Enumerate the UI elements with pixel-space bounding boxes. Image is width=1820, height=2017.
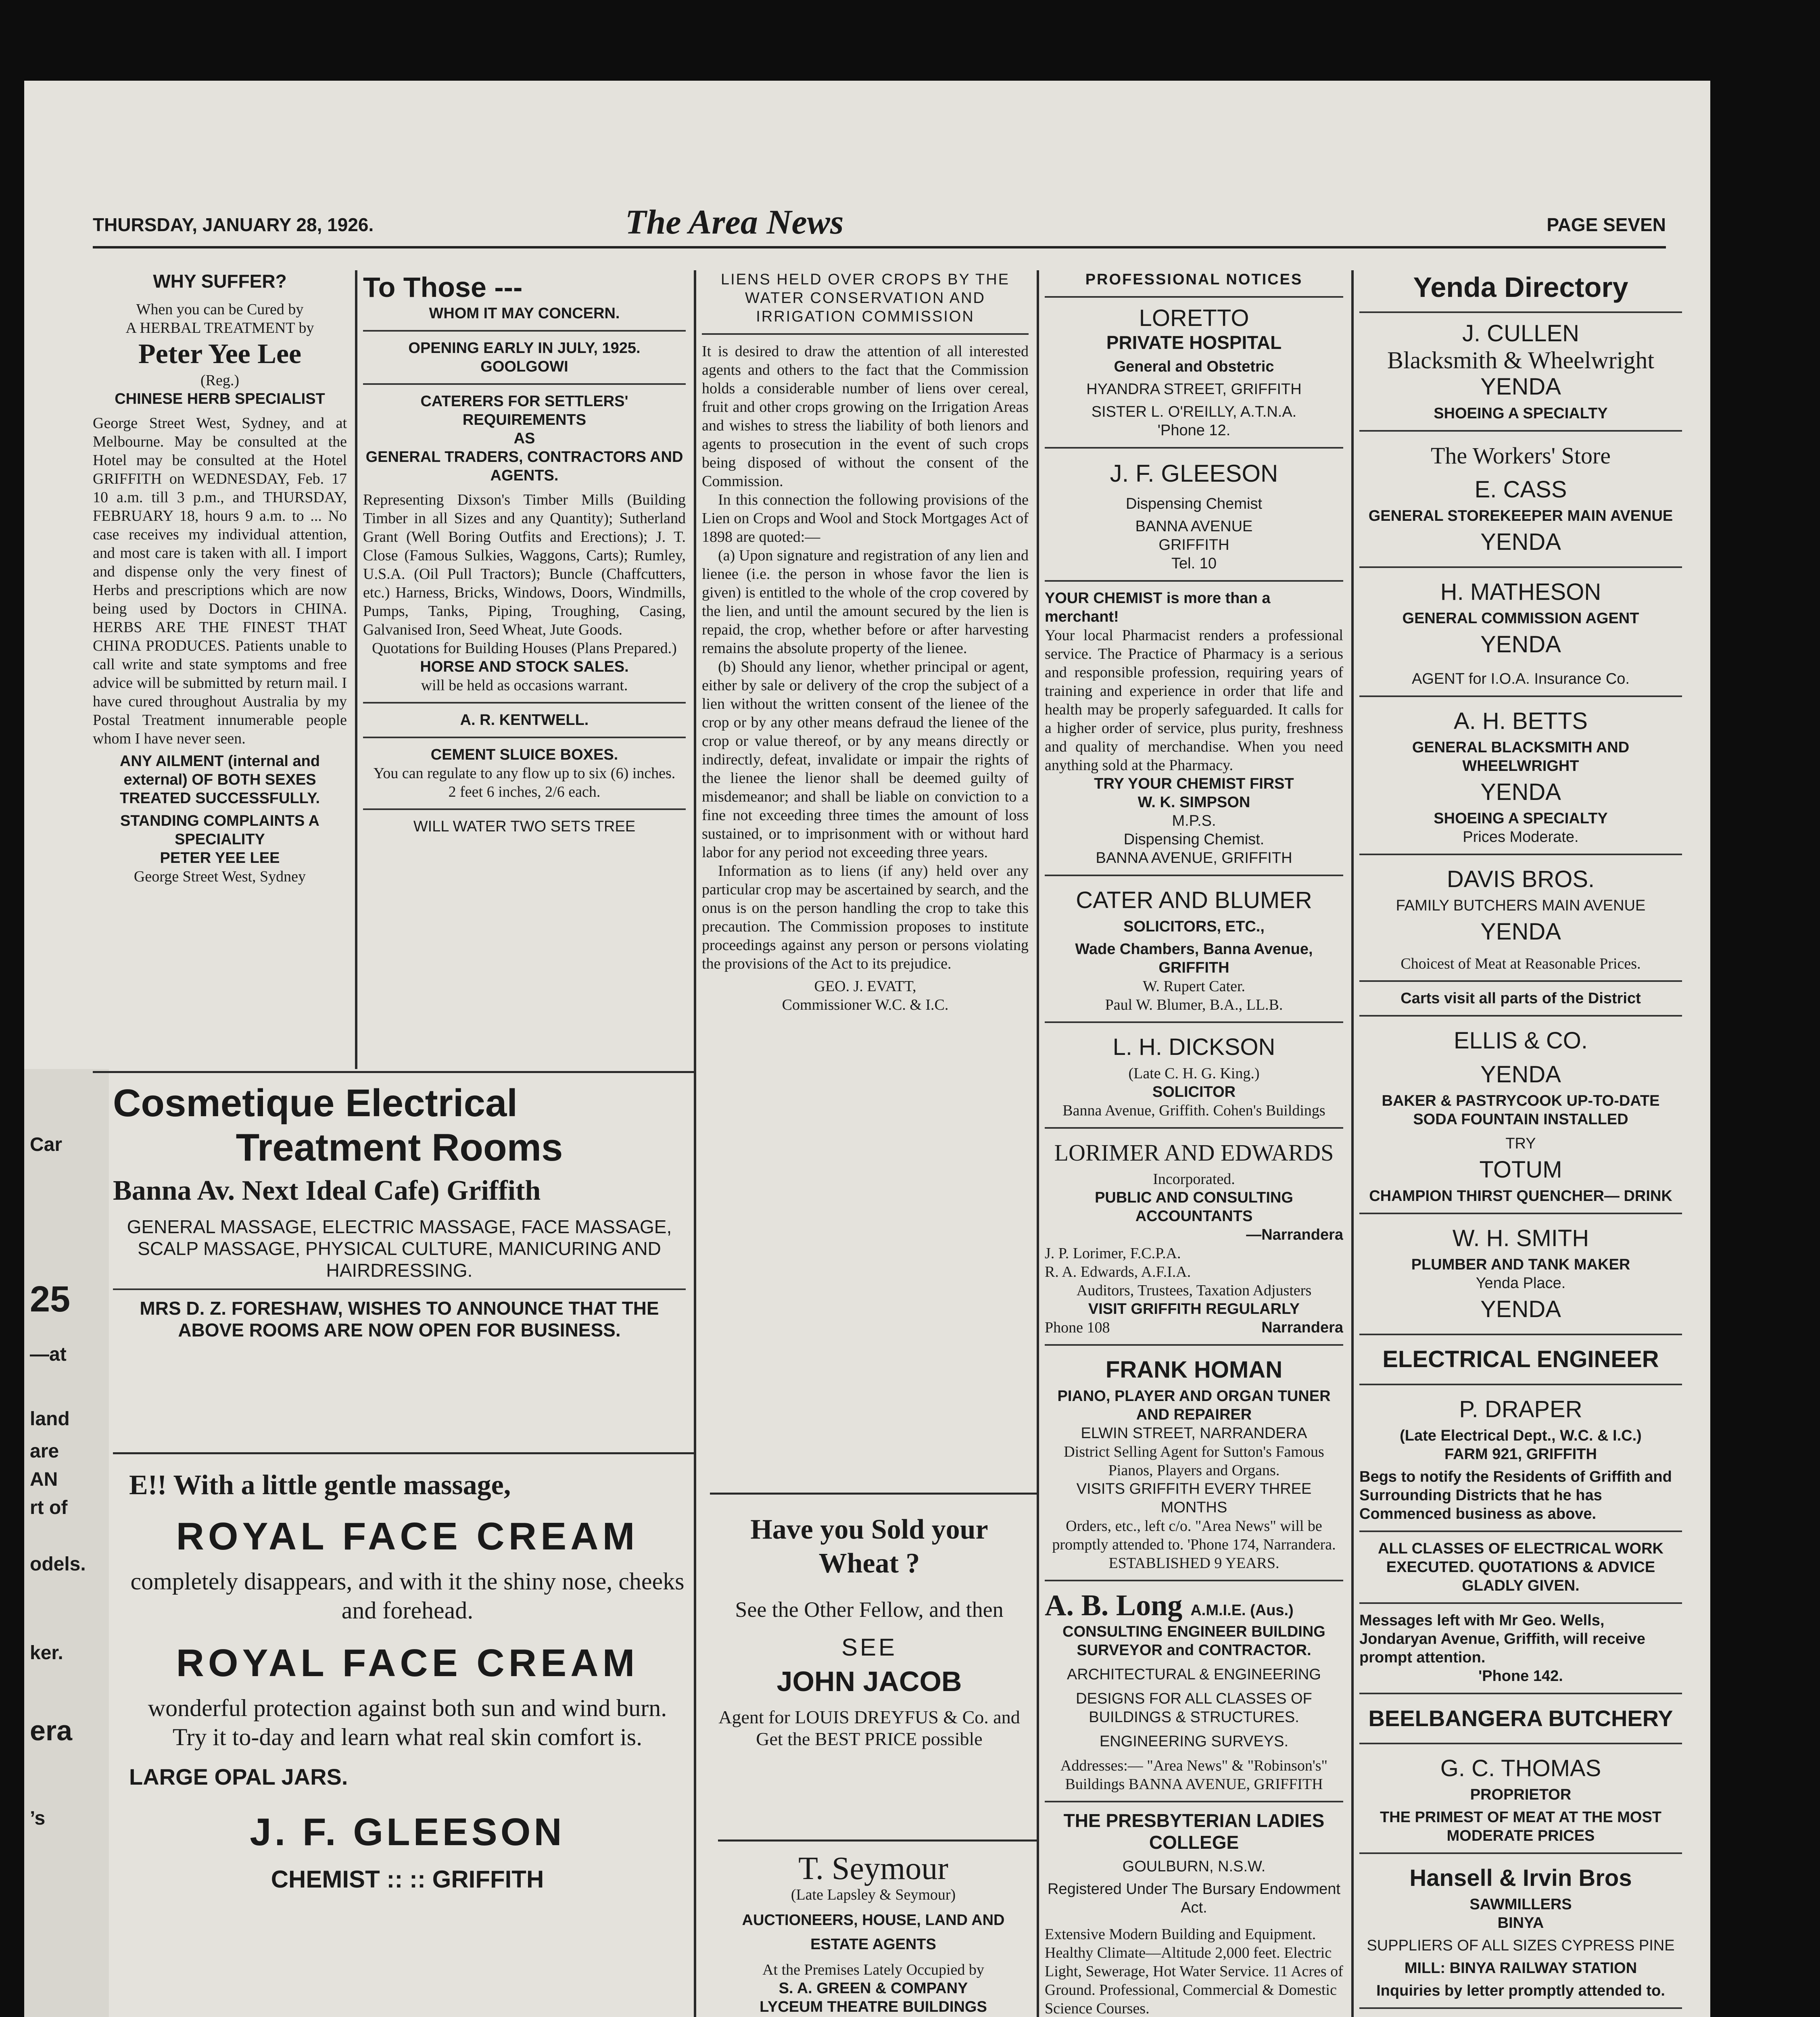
listing-late: (Late Electrical Dept., W.C. & I.C.) <box>1400 1427 1642 1444</box>
listing-town: YENDA <box>1480 1296 1561 1322</box>
notice-role: PRIVATE HOSPITAL <box>1106 332 1282 353</box>
listing-mill: MILL: BINYA RAILWAY STATION <box>1404 1960 1637 1977</box>
article-signature: GEO. J. EVATT, <box>814 978 916 995</box>
divider <box>363 330 686 332</box>
notice-town: GOULBURN, N.S.W. <box>1122 1858 1266 1875</box>
ad-quotations: Quotations for Building Houses (Plans Prepared.) <box>372 640 677 657</box>
divider <box>1045 580 1343 582</box>
article-paragraph: Information as to liens (if any) held over any particular crop may be ascertained by search, and the onus is on the person handling the crop to take this precaution. The Commission proposes to institute proceedings against any person or persons violating the provisions of the Act to its prejudice. <box>702 862 1029 972</box>
notice-address: ELWIN STREET, NARRANDERA <box>1081 1425 1307 1442</box>
ad-opening: OPENING EARLY IN JULY, 1925. GOOLGOWI <box>408 340 641 375</box>
notice-role: PIANO, PLAYER AND ORGAN TUNER AND REPAIRER <box>1057 1388 1331 1423</box>
notice-address: BANNA AVENUE <box>1135 518 1253 535</box>
ad-name: JOHN JACOB <box>776 1666 962 1697</box>
listing-role: GENERAL STOREKEEPER MAIN AVENUE <box>1368 507 1673 524</box>
divider <box>1045 296 1343 298</box>
ad-heading: WHY SUFFER? <box>153 271 287 292</box>
listing-name: J. CULLEN <box>1462 320 1580 347</box>
ad-heading: Have you Sold your Wheat ? <box>750 1514 988 1579</box>
column-rule <box>694 270 696 2017</box>
divider <box>1359 1015 1682 1017</box>
fragment: ker. <box>30 1642 63 1664</box>
listing-heading: BEELBANGERA BUTCHERY <box>1368 1706 1673 1731</box>
listing-town: YENDA <box>1480 919 1561 945</box>
divider <box>1045 1344 1343 1346</box>
ad-product-name: ROYAL FACE CREAM <box>176 1641 639 1685</box>
fragment: odels. <box>30 1553 86 1575</box>
ad-signature: A. R. KENTWELL. <box>460 712 589 729</box>
article-paragraph: (a) Upon signature and registration of any lien and lienee (i.e. the person in whose favor the lien is given) is entitled to the whole of the crop covered by the lien, and until the amount secured by the lien is repaid, the crop, whether before or after harvesting remains the absolute property of the lienee. <box>702 547 1029 657</box>
previous-page-strip <box>24 1069 109 2017</box>
listing-classes: ALL CLASSES OF ELECTRICAL WORK EXECUTED. QUOTATIONS & ADVICE GLADLY GIVEN. <box>1378 1540 1663 1594</box>
fragment: Car <box>30 1134 63 1155</box>
listing-heading: The Workers' Store <box>1430 443 1611 469</box>
listing-message: Messages left with Mr Geo. Wells, Jondaryan Avenue, Griffith, will receive prompt attention. <box>1359 1612 1645 1666</box>
section-rule <box>710 1493 1037 1495</box>
notice-visit: VISIT GRIFFITH REGULARLY <box>1088 1301 1300 1318</box>
notice-phone: Tel. 10 <box>1171 555 1217 572</box>
notice-role: Dispensing Chemist. <box>1123 831 1265 848</box>
article-paragraph: In this connection the following provisions of the Lien on Crops and Wool and Stock Mortgages Act of 1898 are quoted:— <box>702 491 1029 545</box>
listing-role: SAWMILLERS <box>1469 1896 1572 1913</box>
listing-town: YENDA <box>1480 374 1561 400</box>
ad-product-name: ROYAL FACE CREAM <box>176 1515 639 1558</box>
notice-partner: R. A. Edwards, A.F.I.A. <box>1045 1263 1191 1280</box>
notice-incorporated: Incorporated. <box>1153 1171 1235 1188</box>
divider <box>1359 980 1682 982</box>
notice-sister: SISTER L. O'REILLY, A.T.N.A. <box>1091 403 1297 420</box>
directory-title: Yenda Directory <box>1413 271 1628 303</box>
listing-inquiries: Inquiries by letter promptly attended to. <box>1376 1982 1665 1999</box>
notice-text: District Selling Agent for Sutton's Famous Pianos, Players and Organs. <box>1064 1443 1324 1479</box>
divider <box>1359 2007 1682 2009</box>
notice-role: Dispensing Chemist <box>1126 495 1262 512</box>
ad-heading-2: Treatment Rooms <box>236 1126 563 1169</box>
ad-agent: Agent for LOUIS DREYFUS & Co. and Get the BEST PRICE possible <box>718 1707 1020 1749</box>
notice-designs: DESIGNS FOR ALL CLASSES OF BUILDINGS & STRUCTURES. <box>1076 1690 1312 1726</box>
ad-role: CHINESE HERB SPECIALIST <box>115 390 325 407</box>
divider <box>1045 1801 1343 1802</box>
divider <box>1359 566 1682 568</box>
notice-phone-town: Narrandera <box>1261 1319 1343 1336</box>
section-rule <box>93 1071 694 1073</box>
fragment: era <box>30 1715 73 1746</box>
ad-sluice: CEMENT SLUICE BOXES. <box>430 746 618 763</box>
notice-name: J. F. GLEESON <box>1110 460 1278 487</box>
divider <box>1359 1743 1682 1744</box>
professional-notices-column <box>1045 270 1343 2017</box>
ad-line: When you can be Cured by <box>136 301 304 318</box>
notice-partner: Paul W. Blumer, B.A., LL.B. <box>1105 996 1283 1013</box>
column-rule <box>1037 270 1039 2017</box>
notice-phone: 'Phone 12. <box>1157 422 1231 439</box>
notice-heading: YOUR CHEMIST is more than a merchant! <box>1045 590 1271 625</box>
listing-name: G. C. THOMAS <box>1440 1755 1601 1781</box>
divider <box>1359 1213 1682 1214</box>
listing-name: H. MATHESON <box>1440 579 1601 605</box>
notice-phone: Phone 108 <box>1045 1319 1110 1336</box>
listing-specialty: SHOEING A SPECIALTY <box>1434 405 1608 422</box>
notice-role: PUBLIC AND CONSULTING ACCOUNTANTS <box>1095 1189 1293 1225</box>
ad-cut-line: WILL WATER TWO SETS TREE <box>413 818 636 835</box>
notice-address: BANNA AVENUE, GRIFFITH <box>1096 850 1292 867</box>
article-liens <box>702 270 1029 1485</box>
ad-standing: STANDING COMPLAINTS A SPECIALITY <box>120 812 319 848</box>
ad-horse-note: will be held as occasions warrant. <box>421 677 628 694</box>
listing-phone: 'Phone 142. <box>1478 1668 1563 1685</box>
ad-cosmetique <box>113 1081 686 1428</box>
article-paragraph: (b) Should any lienor, whether principal or agent, either by sale or delivery of the crop the subject of a lien without the written consent of the lienee of the crop or by any other means defraud the lienee of the crop or value thereof, or by any means directly or indirectly, defeat, invalidate or impair the rights of the lienee the lienor shall be deemed guilty of misdemeanor; and shall be liable on conviction to a fine not exceeding three times the amount of loss sustained, or to imprisonment with or without hard labor for any period not exceeding three years. <box>702 658 1029 861</box>
notice-visits: VISITS GRIFFITH EVERY THREE MONTHS <box>1076 1480 1312 1516</box>
ad-body: George Street West, Sydney, and at Melbourne. May be consulted at the Hotel may be consulted at the Hotel GRIFFITH on WEDNESDAY, Feb. 17 10 a.m. till 3 p.m., and THURSDAY, FEBRUARY 18, hours 9 a.m. to ... No case receives my individual attention, and most care is taken with all. I import and dispense only the very finest of Herbs and prescriptions which are now being used by Doctors in CHINA. HERBS ARE THE FINEST THAT CHINA PRODUCES. Patients unable to call write and state symptoms and free advice will be submitted by return mail. I have cured throughout Australia by my Postal Treatment innumerable people whom I have never seen. <box>93 415 347 747</box>
divider <box>1359 1384 1682 1385</box>
ad-horse: HORSE AND STOCK SALES. <box>420 658 629 675</box>
ad-name: T. Seymour <box>798 1852 948 1886</box>
listing-agent: AGENT for I.O.A. Insurance Co. <box>1412 670 1630 687</box>
listing-name: A. H. BETTS <box>1454 708 1588 734</box>
section-rule <box>113 1452 694 1454</box>
notice-name: W. K. SIMPSON <box>1138 794 1250 811</box>
ad-text: wonderful protection against both sun and wind burn. Try it to-day and learn what real skin comfort is. <box>148 1695 667 1750</box>
ad-reg: (Reg.) <box>200 372 240 389</box>
section-heading: PROFESSIONAL NOTICES <box>1085 271 1303 288</box>
ad-text: completely disappears, and with it the shiny nose, cheeks and forehead. <box>130 1568 685 1624</box>
notice-try: TRY YOUR CHEMIST FIRST <box>1094 775 1294 792</box>
divider <box>363 808 686 810</box>
divider <box>1045 1580 1343 1581</box>
listing-slogan: CHAMPION THIRST QUENCHER— DRINK <box>1369 1188 1672 1205</box>
notice-address: Addresses:— "Area News" & "Robinson's" Buildings BANNA AVENUE, GRIFFITH <box>1060 1757 1328 1793</box>
ad-peter-yee-lee <box>93 270 347 1065</box>
ad-text: See the Other Fellow, and then <box>735 1597 1004 1622</box>
notice-phone-row <box>1045 1318 1343 1337</box>
notice-late: (Late C. H. G. King.) <box>1128 1065 1260 1082</box>
column-rule <box>1351 270 1354 2017</box>
listing-name: ELLIS & CO. <box>1453 1027 1588 1054</box>
notice-text: Extensive Modern Building and Equipment. Healthy Climate—Altitude 2,000 feet. Electric Light, Sewerage, Hot Water Service. 11 Acres of Ground. Professional, Commercial & Domestic Science Courses. <box>1045 1926 1343 2017</box>
divider <box>1359 1693 1682 1694</box>
ad-name: Peter Yee Lee <box>138 338 302 370</box>
newspaper-page <box>24 81 1710 2017</box>
notice-address: HYANDRA STREET, GRIFFITH <box>1086 381 1302 398</box>
listing-town: BINYA <box>1497 1915 1544 1931</box>
listing-role: FAMILY BUTCHERS MAIN AVENUE <box>1396 897 1646 914</box>
divider <box>1359 311 1682 313</box>
notice-surveys: ENGINEERING SURVEYS. <box>1099 1733 1289 1750</box>
listing-text: THE PRIMEST OF MEAT AT THE MOST MODERATE PRICES <box>1380 1809 1662 1844</box>
listing-text: Choicest of Meat at Reasonable Prices. <box>1400 955 1641 972</box>
ad-at: At the Premises Lately Occupied by <box>762 1961 984 1978</box>
ad-company: S. A. GREEN & COMPANY <box>779 1980 968 1997</box>
ad-building: LYCEUM THEATRE BUILDINGS <box>760 1998 987 2015</box>
listing-role: PROPRIETOR <box>1470 1786 1572 1803</box>
listing-text: Begs to notify the Residents of Griffith and Surrounding Districts that he has Commenced business as above. <box>1359 1468 1672 1522</box>
listing-name: W. H. SMITH <box>1452 1225 1589 1251</box>
ad-caterers: CATERERS FOR SETTLERS' REQUIREMENTS <box>420 393 628 428</box>
listing-product: TOTUM <box>1479 1157 1562 1183</box>
fragment: 25 <box>30 1279 71 1320</box>
page-number: PAGE SEVEN <box>1547 214 1666 235</box>
ad-intro: E!! With a little gentle massage, <box>129 1470 511 1501</box>
ad-royal-face-cream <box>129 1468 686 2017</box>
listing-role: PLUMBER AND TANK MAKER <box>1411 1256 1630 1273</box>
fragment: AN <box>30 1469 58 1490</box>
ad-t-seymour <box>718 1852 1029 2017</box>
listing-suppliers: SUPPLIERS OF ALL SIZES CYPRESS PINE <box>1367 1937 1675 1954</box>
notice-name-row <box>1045 1589 1343 1622</box>
notice-name: FRANK HOMAN <box>1105 1357 1283 1383</box>
notice-partner: J. P. Lorimer, F.C.P.A. <box>1045 1245 1181 1262</box>
listing-try: TRY <box>1505 1135 1536 1152</box>
notice-town: —Narrandera <box>1246 1226 1343 1243</box>
listing-place: Yenda Place. <box>1476 1275 1566 1292</box>
divider <box>702 333 1029 335</box>
ad-traders: GENERAL TRADERS, CONTRACTORS AND AGENTS. <box>365 449 683 484</box>
listing-role: BAKER & PASTRYCOOK UP-TO-DATE SODA FOUNTAIN INSTALLED <box>1382 1092 1660 1128</box>
ad-signature: PETER YEE LEE <box>160 850 280 867</box>
fragment: ’s <box>30 1808 46 1829</box>
page-header <box>93 202 1666 248</box>
ad-heading-row <box>113 1081 686 1125</box>
article-signature-title: Commissioner W.C. & I.C. <box>782 996 949 1013</box>
listing-heading: ELECTRICAL ENGINEER <box>1382 1346 1659 1372</box>
ad-address: George Street West, Sydney <box>134 868 306 885</box>
notice-role: CONSULTING ENGINEER BUILDING SURVEYOR and CONTRACTOR. <box>1062 1623 1325 1659</box>
notice-roles: Auditors, Trustees, Taxation Adjusters <box>1076 1282 1312 1299</box>
ad-ailment: ANY AILMENT (internal and external) OF BOTH SEXES TREATED SUCCESSFULLY. <box>119 753 320 807</box>
notice-partner: W. Rupert Cater. <box>1143 978 1245 995</box>
listing-role: GENERAL COMMISSION AGENT <box>1402 610 1639 627</box>
ad-heading: Cosmetique Electrical <box>113 1082 518 1125</box>
divider <box>1045 447 1343 449</box>
ad-seller-line: CHEMIST :: :: GRIFFITH <box>271 1866 544 1893</box>
ad-line: A HERBAL TREATMENT by <box>125 319 314 336</box>
divider <box>1045 1021 1343 1023</box>
ad-see: SEE <box>841 1634 897 1661</box>
notice-quals: M.P.S. <box>1172 812 1216 829</box>
ad-subheading: WHOM IT MAY CONCERN. <box>429 305 620 322</box>
divider <box>1359 430 1682 432</box>
ad-kentwell <box>363 270 686 1065</box>
listing-name: P. DRAPER <box>1459 1396 1582 1422</box>
notice-town: GRIFFITH <box>1158 537 1229 553</box>
listing-prices: Prices Moderate. <box>1463 829 1579 846</box>
divider <box>1359 1530 1682 1532</box>
listing-farm: FARM 921, GRIFFITH <box>1444 1446 1597 1463</box>
notice-registered: Registered Under The Bursary Endowment Act. <box>1048 1881 1340 1916</box>
ad-address: Banna Av. Next Ideal Cafe) Griffith <box>113 1175 541 1206</box>
section-rule <box>718 1840 1037 1842</box>
ad-sluice-price: 2 feet 6 inches, 2/6 each. <box>448 783 601 800</box>
ad-sluice-text: You can regulate to any flow up to six (6) inches. <box>373 765 676 782</box>
fragment: are <box>30 1441 59 1462</box>
notice-address: Wade Chambers, Banna Avenue, GRIFFITH <box>1075 941 1313 976</box>
listing-town: YENDA <box>1480 529 1561 555</box>
ad-as: AS <box>513 430 535 447</box>
ad-heading: To Those --- <box>363 271 523 303</box>
article-paragraph: It is desired to draw the attention of all interested agents and others to the fact that the Commission holds a considerable number of liens over cereal, fruit and other crops growing on the Irrigation Areas and wishes to stress the liability of both lienors and agents to prosecution in the event of such crops being disposed of without the consent of the Commission. <box>702 343 1029 490</box>
listing-role: Blacksmith & Wheelwright <box>1387 347 1655 374</box>
notice-architectural: ARCHITECTURAL & ENGINEERING <box>1067 1666 1321 1683</box>
listing-town: YENDA <box>1480 631 1561 658</box>
listing-name: DAVIS BROS. <box>1446 866 1595 892</box>
notice-address: Banna Avenue, Griffith. Cohen's Buildings <box>1062 1102 1325 1119</box>
notice-type: General and Obstetric <box>1114 358 1274 375</box>
article-heading: LIENS HELD OVER CROPS BY THE WATER CONSERVATION AND IRRIGATION COMMISSION <box>720 271 1010 325</box>
notice-role: SOLICITORS, ETC., <box>1123 918 1265 935</box>
notice-name: A. B. Long <box>1045 1589 1183 1622</box>
fragment: —at <box>30 1344 67 1365</box>
notice-text: Your local Pharmacist renders a professional service. The Practice of Pharmacy is a serious and responsible profession, requiring years of training and experience in order that life and health may be properly safeguarded. It calls for a higher order of service, plus purity, freshness and quality of merchandise. When you need anything sold at the Pharmacy. <box>1045 627 1343 774</box>
listing-name: Hansell & Irvin Bros <box>1409 1865 1632 1891</box>
masthead: The Area News <box>625 203 844 241</box>
divider <box>1045 875 1343 876</box>
listing-carts: Carts visit all parts of the District <box>1400 990 1641 1007</box>
ad-john-jacob <box>710 1505 1029 1840</box>
notice-orders: Orders, etc., left c/o. "Area News" will be promptly attended to. 'Phone 174, Narrandera. ESTABLISHED 9 YEARS. <box>1052 1518 1336 1572</box>
ad-services: GENERAL MASSAGE, ELECTRIC MASSAGE, FACE MASSAGE, SCALP MASSAGE, PHYSICAL CULTURE, MANICURING AND HAIRDRESSING. <box>127 1216 672 1281</box>
divider <box>1359 854 1682 855</box>
issue-date: THURSDAY, JANUARY 28, 1926. <box>93 214 374 235</box>
divider <box>1359 1334 1682 1335</box>
notice-role: SOLICITOR <box>1152 1084 1236 1100</box>
divider <box>1045 1127 1343 1129</box>
listing-role: GENERAL BLACKSMITH AND WHEELWRIGHT <box>1412 739 1630 775</box>
ad-jars: LARGE OPAL JARS. <box>129 1764 348 1789</box>
notice-name: LORETTO <box>1139 305 1249 331</box>
divider <box>363 702 686 704</box>
listing-specialty: SHOEING A SPECIALTY <box>1434 810 1608 827</box>
fragment: rt of <box>30 1497 68 1518</box>
divider <box>1359 695 1682 697</box>
divider <box>1359 1602 1682 1604</box>
ad-role: AUCTIONEERS, HOUSE, LAND AND ESTATE AGENTS <box>742 1912 1005 1953</box>
divider <box>1359 1852 1682 1854</box>
fragment: land <box>30 1408 70 1430</box>
ad-notice: MRS D. Z. FORESHAW, WISHES TO ANNOUNCE THAT THE ABOVE ROOMS ARE NOW OPEN FOR BUSINESS. <box>140 1298 659 1340</box>
notice-quals: A.M.I.E. (Aus.) <box>1190 1602 1294 1619</box>
notice-name: LORIMER AND EDWARDS <box>1054 1140 1334 1166</box>
listing-town: YENDA <box>1480 779 1561 805</box>
yenda-directory <box>1359 270 1682 2017</box>
notice-name: CATER AND BLUMER <box>1076 887 1312 913</box>
notice-name: L. H. DICKSON <box>1112 1034 1275 1060</box>
column-rule <box>355 270 357 1069</box>
divider <box>363 383 686 385</box>
ad-body: Representing Dixson's Timber Mills (Building Timber in all Sizes and any Quantity); Sutherland Grant (Well Boring Outfits and Erections); J. T. Close (Famous Sulkies, Waggons, Carts); Rumley, U.S.A. (Oil Pull Tractors); Buncle (Chaffcutters, etc.) Harness, Bricks, Windows, Doors, Windmills, Pumps, Tanks, Piping, Troughing, Casing, Galvanised Iron, Seed Wheat, Jute Goods. <box>363 491 686 638</box>
ad-late: (Late Lapsley & Seymour) <box>791 1886 956 1903</box>
divider <box>113 1288 686 1290</box>
listing-name: E. CASS <box>1474 476 1567 503</box>
notice-name: THE PRESBYTERIAN LADIES COLLEGE <box>1063 1810 1325 1853</box>
divider <box>363 737 686 738</box>
listing-town: YENDA <box>1480 1061 1561 1088</box>
ad-seller: J. F. GLEESON <box>250 1810 565 1854</box>
